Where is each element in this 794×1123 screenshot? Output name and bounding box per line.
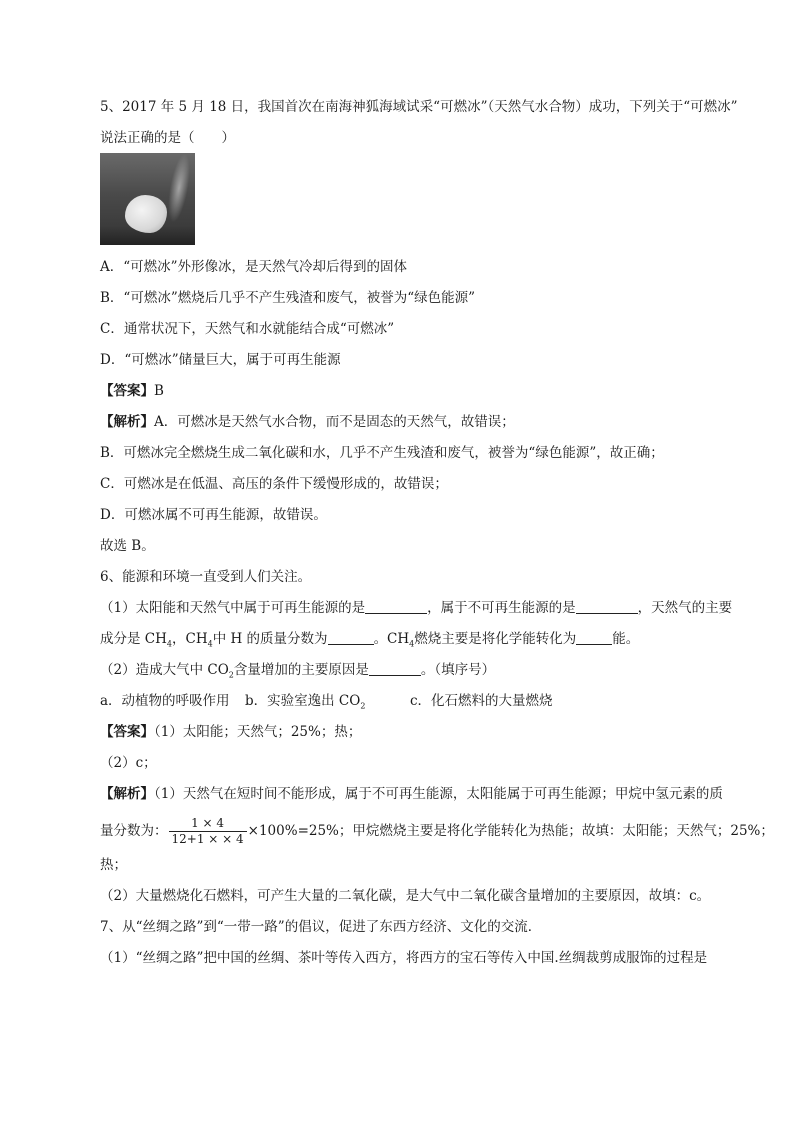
text: 含量增加的主要原因是: [233, 662, 369, 678]
answer-blank[interactable]: [328, 630, 374, 645]
subscript: 4: [207, 639, 213, 649]
q5-answer: [100, 381, 740, 401]
choice-a: a．动植物的呼吸作用: [100, 693, 230, 709]
document-page: [100, 97, 774, 979]
text: b．实验室逸出 CO: [245, 693, 361, 709]
q6-part1-line2: [100, 629, 740, 649]
q5-stem-line2: 说法正确的是（ ）: [100, 130, 235, 146]
answer-value: （1）太阳能；天然气；25%；热；: [154, 724, 362, 740]
text: 燃烧主要是将化学能转化为: [414, 631, 577, 647]
analysis-tag: 【解析】: [100, 786, 154, 802]
q6-analysis-line3: 热；: [100, 857, 127, 873]
q7-part1: （1）“丝绸之路”把中国的丝绸、茶叶等传入西方，将西方的宝石等传入中国.丝绸裁剪成服饰的过程是: [100, 950, 708, 966]
text: ×100%=25%；甲烷燃烧主要是将化学能转化为热能；故填：太阳能；天然气；25%；: [247, 823, 774, 839]
choice-c: c．化石燃料的大量燃烧: [410, 693, 553, 709]
q6-part2: [100, 660, 740, 680]
subscript: 4: [409, 639, 415, 649]
q6-choices: [100, 691, 740, 711]
q6-part1-line1: [100, 598, 740, 618]
answer-tag: 【答案】: [100, 383, 154, 399]
q5-option-a: A．“可燃冰”外形像冰，是天然气冷却后得到的固体: [100, 259, 408, 275]
answer-blank[interactable]: [365, 599, 427, 614]
ice-chunk: [125, 195, 167, 233]
analysis-tag: 【解析】: [100, 414, 154, 430]
flame-shape: [164, 153, 194, 224]
q6-stem: 6、能源和环境一直受到人们关注。: [100, 569, 312, 585]
q5-analysis-line1: [100, 412, 740, 432]
text: 能。: [612, 631, 640, 647]
fraction-numerator: 1 × 4: [169, 816, 247, 832]
q6-analysis-line4: （2）大量燃烧化石燃料，可产生大量的二氧化碳，是大气中二氧化碳含量增加的主要原因，故填：c。: [100, 888, 711, 904]
mass-fraction: [169, 816, 247, 847]
q5-analysis-line4: D．可燃冰属不可再生能源，故错误。: [100, 507, 327, 523]
q5-stem-line1: 5、2017 年 5 月 18 日，我国首次在南海神狐海域试采“可燃冰”（天然气水合物）成功，下列关于“可燃冰”: [100, 99, 738, 115]
q6-analysis-line2: [100, 815, 774, 847]
q6-answer-line2: （2）c；: [100, 755, 157, 771]
text: （1）太阳能和天然气中属于可再生能源的是: [100, 600, 366, 616]
text: （2）造成大气中 CO: [100, 662, 229, 678]
q7-stem: 7、从“丝绸之路”到“一带一路”的倡议，促进了东西方经济、文化的交流．: [100, 919, 542, 935]
answer-tag: 【答案】: [100, 724, 154, 740]
fraction-denominator: 12+1 × × 4: [171, 832, 244, 846]
text: 。（填序号）: [420, 662, 496, 678]
subscript: 4: [166, 639, 172, 649]
answer-value: B: [154, 383, 164, 399]
combustible-ice-photo: [100, 153, 195, 245]
q5-option-d: D．“可燃冰”储量巨大，属于可再生能源: [100, 352, 341, 368]
text: ，CH: [172, 631, 208, 647]
answer-blank[interactable]: [576, 630, 612, 645]
q6-analysis-line1: [100, 784, 740, 804]
q5-option-c: C．通常状况下，天然气和水就能结合成“可燃冰”: [100, 321, 395, 337]
choice-b: [245, 691, 410, 717]
text: ，属于不可再生能源的是: [427, 600, 576, 616]
q5-analysis-line3: C．可燃冰是在低温、高压的条件下缓慢形成的，故错误；: [100, 476, 448, 492]
q5-conclusion: 故选 B。: [100, 538, 155, 554]
answer-blank[interactable]: [369, 661, 421, 676]
text: 。CH: [373, 631, 410, 647]
subscript: 2: [360, 701, 366, 711]
q5-analysis-line2: B．可燃冰完全燃烧生成二氧化碳和水，几乎不产生残渣和废气，被誉为“绿色能源”，故正确；: [100, 445, 664, 461]
text: 量分数为：: [100, 823, 168, 839]
answer-blank[interactable]: [576, 599, 638, 614]
analysis-text: A．可燃冰是天然气水合物，而不是固态的天然气，故错误；: [154, 414, 515, 430]
text: ，天然气的主要: [637, 600, 733, 616]
q6-answer-line1: [100, 722, 740, 742]
subscript: 2: [228, 670, 234, 680]
q5-option-b: B．“可燃冰”燃烧后几乎不产生残渣和废气，被誉为“绿色能源”: [100, 290, 476, 306]
analysis-text: （1）天然气在短时间不能形成，属于不可再生能源，太阳能属于可再生能源；甲烷中氢元素的质: [154, 786, 723, 802]
text: 中 H 的质量分数为: [212, 631, 328, 647]
text: 成分是 CH: [100, 631, 167, 647]
